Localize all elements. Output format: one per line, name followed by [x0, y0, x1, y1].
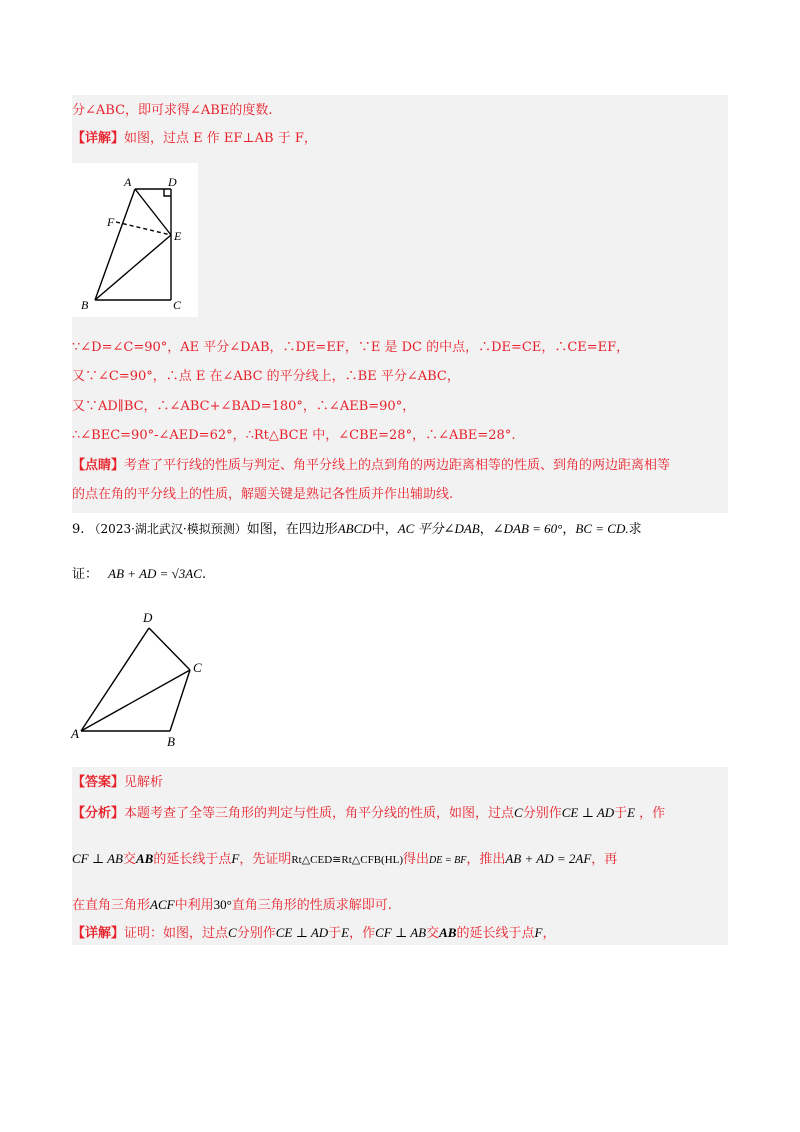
- detail-e: 于: [328, 926, 342, 941]
- analysis-tag: 【分析】: [72, 806, 125, 821]
- analysis-1c: 分别作: [522, 806, 562, 821]
- answer-tag: 【答案】: [72, 775, 125, 790]
- question-9-line-1: [72, 521, 642, 538]
- analysis-line-3: [72, 897, 392, 914]
- question-9-line-2: [72, 566, 206, 583]
- analysis-2g: Rt△CED≅Rt△CFB(HL): [291, 854, 404, 866]
- analysis-3d: 30°: [213, 897, 232, 912]
- question-formula-end: .: [201, 567, 207, 582]
- label-D: D: [143, 610, 153, 625]
- question-number: 9.: [72, 522, 85, 537]
- question-text-b: 中，: [371, 522, 398, 537]
- question-cond-2: ∠DAB = 60°: [492, 521, 563, 536]
- analysis-2b: 交: [122, 852, 136, 867]
- comment-line-1: [72, 458, 670, 474]
- detail-tag-2: 【详解】: [72, 926, 125, 941]
- detail-proof-line: [72, 925, 555, 942]
- label-F: F: [107, 215, 115, 229]
- detail-m: ，: [542, 926, 556, 941]
- analysis-2f: ，先证明: [239, 852, 292, 867]
- comment-tag: 【点睛】: [72, 458, 125, 473]
- question-sep-1: ，: [479, 522, 493, 537]
- label-A: A: [124, 175, 132, 189]
- analysis-2e: F: [231, 851, 240, 866]
- question-tail: 求: [628, 522, 642, 537]
- figure-trapezoid-svg: [72, 163, 198, 317]
- detail-f: E: [341, 925, 350, 940]
- figure-quadrilateral: [68, 604, 218, 754]
- comment-text-1: 考查了平行线的性质与判定、角平分线上的点到角的两边距离相等的性质、到角的两边距离相等: [124, 458, 671, 473]
- proof-line-1: ∵∠D=∠C=90°，AE 平分∠DAB，∴DE=EF，∵E 是 DC 的中点，∴DE=CE，∴CE=EF，: [72, 340, 630, 355]
- question-cond-3: BC = CD.: [575, 521, 629, 536]
- question-line2-prefix: 证：: [72, 567, 99, 582]
- right-angle-mark: [164, 189, 171, 196]
- analysis-3e: 直角三角形的性质求解即可.: [231, 898, 392, 913]
- analysis-2k: AB + AD = 2AF: [505, 851, 592, 866]
- segment-AD: [81, 628, 149, 731]
- question-sep-2: ，: [562, 522, 576, 537]
- analysis-1f: E: [627, 805, 636, 820]
- detail-i: 交: [426, 926, 440, 941]
- question-cond-1: AC 平分∠DAB: [397, 521, 480, 536]
- analysis-3b: ACF: [150, 897, 175, 912]
- analysis-2l: ，再: [591, 852, 618, 867]
- analysis-1a: 本题考查了全等三角形的判定与性质，角平分线的性质，如图，过点: [124, 806, 515, 821]
- label-D: D: [168, 175, 177, 189]
- proof-line-2: 又∵∠C=90°，∴点 E 在∠ABC 的平分线上，∴BE 平分∠ABC，: [72, 369, 460, 384]
- question-quad: ABCD: [337, 521, 372, 536]
- analysis-1b: C: [514, 805, 523, 820]
- detail-d: CE ⊥ AD: [275, 925, 329, 940]
- label-B: B: [167, 734, 175, 749]
- analysis-2h: 得出: [403, 852, 430, 867]
- answer-text: 见解析: [124, 775, 164, 790]
- detail-line: [72, 131, 317, 147]
- figure-quadrilateral-svg: [68, 604, 218, 754]
- question-source: （2023·湖北武汉·模拟预测）: [88, 522, 247, 536]
- label-C: C: [193, 660, 202, 675]
- detail-k: 的延长线于点: [456, 926, 535, 941]
- label-B: B: [81, 298, 89, 312]
- analysis-1d: CE ⊥ AD: [561, 805, 615, 820]
- label-E: E: [174, 229, 182, 243]
- answer-line: [72, 775, 163, 791]
- analysis-2i: DE = BF: [429, 855, 467, 866]
- detail-g: ，作: [349, 926, 376, 941]
- detail-b: C: [228, 925, 237, 940]
- analysis-2d: 的延长线于点: [153, 852, 232, 867]
- analysis-2c: AB: [136, 851, 154, 866]
- label-C: C: [173, 298, 182, 312]
- proof-line-4: ∴∠BEC=90°-∠AED=62°，∴Rt△BCE 中，∠CBE=28°，∴∠ABE=28°.: [72, 428, 516, 443]
- analysis-3a: 在直角三角形: [72, 898, 151, 913]
- detail-h: CF ⊥ AB: [375, 925, 427, 940]
- question-formula: AB + AD = √3AC: [108, 566, 202, 581]
- detail-l: F: [534, 925, 543, 940]
- comment-line-2: 的点在角的平分线上的性质，解题关键是熟记各性质并作出辅助线.: [72, 487, 454, 502]
- analysis-line-2: [72, 851, 617, 869]
- segment-DC: [149, 628, 190, 670]
- detail-text: 如图，过点 E 作 EF⊥AB 于 F，: [124, 131, 317, 146]
- solution-line-1: 分∠ABC，即可求得∠ABE的度数.: [72, 103, 273, 118]
- detail-tag: 【详解】: [72, 131, 125, 146]
- detail-a: 证明：如图，过点: [124, 926, 229, 941]
- proof-line-3: 又∵AD∥BC，∴∠ABC+∠BAD=180°，∴∠AEB=90°，: [72, 399, 416, 414]
- analysis-2j: ，推出: [466, 852, 506, 867]
- detail-c: 分别作: [236, 926, 276, 941]
- analysis-3c: 中利用: [174, 898, 214, 913]
- analysis-1g: ，作: [639, 806, 666, 821]
- analysis-1e: 于: [614, 806, 628, 821]
- analysis-line-1: [72, 805, 665, 822]
- figure-trapezoid: [72, 163, 198, 317]
- analysis-2a: CF ⊥ AB: [72, 851, 123, 866]
- label-A: A: [71, 726, 79, 741]
- question-text-a: 如图，在四边形: [246, 522, 338, 537]
- detail-j: AB: [439, 925, 457, 940]
